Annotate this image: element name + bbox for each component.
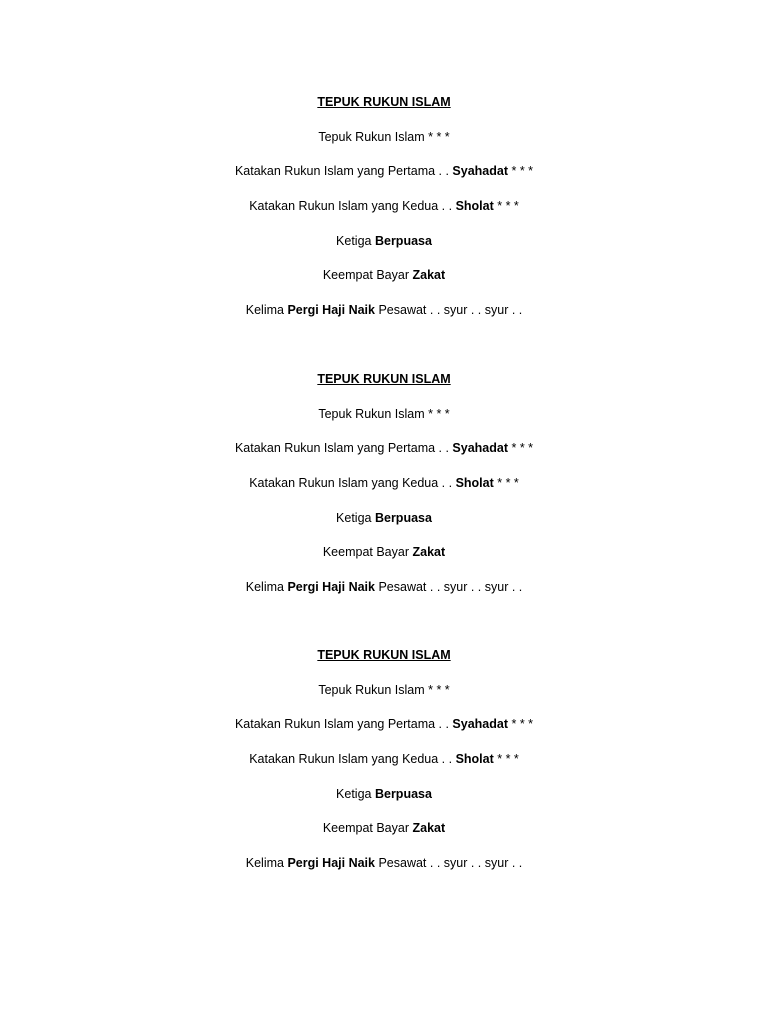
line-text: Katakan Rukun Islam yang Kedua . .	[249, 752, 456, 766]
line-bold-text: Sholat	[455, 752, 494, 766]
line-text: * * *	[508, 717, 534, 731]
verse-line-clap: Tepuk Rukun Islam * * *	[318, 407, 450, 421]
line-bold-text: Berpuasa	[374, 511, 432, 525]
line-bold-text: Berpuasa	[374, 787, 432, 801]
verse-line-fourth-pillar	[0, 544, 768, 560]
verse-title: TEPUK RUKUN ISLAM	[317, 95, 451, 109]
line-text: * * *	[508, 441, 534, 455]
line-text: Pesawat . . syur . . syur . .	[374, 580, 523, 594]
line-bold-text: Syahadat	[452, 164, 509, 178]
verse-line-second-pillar	[0, 751, 768, 767]
verse-line-first-pillar	[0, 163, 768, 179]
verse-line-clap: Tepuk Rukun Islam * * *	[318, 683, 450, 697]
line-text: Katakan Rukun Islam yang Kedua . .	[249, 476, 456, 490]
line-bold-text: Sholat	[455, 476, 494, 490]
verse-title: TEPUK RUKUN ISLAM	[317, 648, 451, 662]
line-bold-text: Syahadat	[452, 441, 509, 455]
line-text: Katakan Rukun Islam yang Pertama . .	[234, 441, 453, 455]
verse-line-fifth-pillar	[0, 302, 768, 318]
line-text: Kelima	[245, 303, 288, 317]
verse-line-fourth-pillar	[0, 267, 768, 283]
line-bold-text: Sholat	[455, 199, 494, 213]
line-bold-text: Zakat	[412, 821, 446, 835]
line-text: Pesawat . . syur . . syur . .	[374, 856, 523, 870]
verse-line-fifth-pillar	[0, 579, 768, 595]
line-bold-text: Pergi Haji Naik	[287, 856, 375, 870]
line-bold-text: Berpuasa	[374, 234, 432, 248]
verse-title: TEPUK RUKUN ISLAM	[317, 372, 451, 386]
line-text: Ketiga	[336, 511, 375, 525]
line-text: Katakan Rukun Islam yang Pertama . .	[234, 164, 453, 178]
line-text: Ketiga	[336, 234, 375, 248]
line-bold-text: Zakat	[412, 268, 446, 282]
line-text: Ketiga	[336, 787, 375, 801]
line-text: Pesawat . . syur . . syur . .	[374, 303, 523, 317]
line-text: Kelima	[245, 580, 288, 594]
verse-line-first-pillar	[0, 716, 768, 732]
line-text: * * *	[493, 199, 519, 213]
line-text: Keempat Bayar	[322, 821, 413, 835]
line-bold-text: Pergi Haji Naik	[287, 303, 375, 317]
line-text: * * *	[508, 164, 534, 178]
line-text: Keempat Bayar	[322, 268, 413, 282]
verse-line-third-pillar	[0, 233, 768, 249]
line-text: * * *	[493, 752, 519, 766]
line-text: * * *	[493, 476, 519, 490]
verse-line-fifth-pillar	[0, 855, 768, 871]
verse-line-second-pillar	[0, 475, 768, 491]
line-text: Katakan Rukun Islam yang Pertama . .	[234, 717, 453, 731]
line-text: Keempat Bayar	[322, 545, 413, 559]
line-text: Katakan Rukun Islam yang Kedua . .	[249, 199, 456, 213]
verse-line-third-pillar	[0, 786, 768, 802]
verse-line-fourth-pillar	[0, 820, 768, 836]
verse-line-third-pillar	[0, 510, 768, 526]
line-text: Kelima	[245, 856, 288, 870]
verse-line-second-pillar	[0, 198, 768, 214]
line-bold-text: Zakat	[412, 545, 446, 559]
line-bold-text: Syahadat	[452, 717, 509, 731]
verse-line-clap: Tepuk Rukun Islam * * *	[318, 130, 450, 144]
line-bold-text: Pergi Haji Naik	[287, 580, 375, 594]
verse-line-first-pillar	[0, 440, 768, 456]
